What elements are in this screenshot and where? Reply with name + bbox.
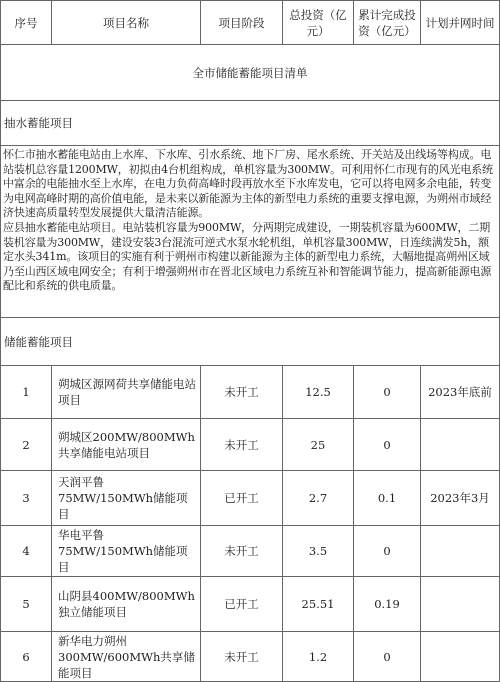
cell-grid-time	[421, 526, 500, 577]
cell-stage: 已开工	[201, 577, 283, 632]
header-stage: 项目阶段	[201, 1, 283, 45]
table-row	[1, 419, 500, 471]
cell-grid-time	[421, 419, 500, 471]
cell-name: 天润平鲁75MW/150MWh储能项目	[52, 471, 201, 526]
header-grid-time: 计划并网时间	[421, 1, 500, 45]
cell-no: 4	[1, 526, 52, 577]
table-title: 全市储能蓄能项目清单	[1, 45, 500, 101]
cell-grid-time	[421, 632, 500, 682]
cell-investment: 1.2	[283, 632, 354, 682]
cell-completed: 0	[354, 526, 421, 577]
cell-stage: 未开工	[201, 419, 283, 471]
cell-stage: 未开工	[201, 526, 283, 577]
pumped-description	[1, 146, 500, 318]
pumped-paragraph-2: 应县抽水蓄能电站项目。电站装机容量为900MW，分两期完成建设，一期装机容量为600MW，二期装机容量为300MW，建设安装3台混流可逆式水泵水轮机组，单机容量300MW，日连续满发5h，额定水头341m。该项目的实施有利于朔州市构建以新能源为主体的新型电力系统，大幅地提高朔州区域乃至山西区域电网安全；有利于增强朔州市在晋北区域电力系统互补和智能调节能力，提高新能源电源配比和系统的供电质量。	[3, 220, 492, 293]
cell-no: 2	[1, 419, 52, 471]
cell-completed: 0	[354, 419, 421, 471]
cell-grid-time	[421, 577, 500, 632]
header-investment: 总投资（亿元）	[283, 1, 354, 45]
cell-investment: 25	[283, 419, 354, 471]
pumped-paragraph-1: 怀仁市抽水蓄能电站由上水库、下水库、引水系统、地下厂房、尾水系统、开关站及出线场等构成。电站装机总容量1200MW，初拟由4台机组构成，单机容量为300MW。可利用怀仁市现有的风光电系统中富余的电能抽水至上水库，在电力负荷高峰时段再放水至下水库发电，它可以将电网多余电能，转变为电网高峰时期的高价值电能，是未来以新能源为主体的新型电力系统的重要支撑电源，为朔州市域经济快速高质量转型发展提供大量清洁能源。	[3, 148, 493, 220]
cell-no: 1	[1, 366, 52, 419]
cell-investment: 3.5	[283, 526, 354, 577]
cell-completed: 0.1	[354, 471, 421, 526]
cell-no: 5	[1, 577, 52, 632]
cell-name: 山阴县400MW/800MWh独立储能项目	[52, 577, 201, 632]
cell-no: 6	[1, 632, 52, 682]
table-row	[1, 526, 500, 577]
cell-completed: 0	[354, 366, 421, 419]
cell-stage: 已开工	[201, 471, 283, 526]
section-pumped-row	[1, 101, 500, 146]
cell-name: 新华电力朔州300MW/600MWh共享储能项目	[52, 632, 201, 682]
cell-investment: 25.51	[283, 577, 354, 632]
table-row	[1, 632, 500, 682]
table-row	[1, 366, 500, 419]
cell-stage: 未开工	[201, 366, 283, 419]
cell-completed: 0.19	[354, 577, 421, 632]
title-row	[1, 45, 500, 101]
cell-investment: 2.7	[283, 471, 354, 526]
table-row	[1, 577, 500, 632]
section-pumped-heading: 抽水蓄能项目	[1, 101, 500, 146]
header-no: 序号	[1, 1, 52, 45]
cell-grid-time: 2023年底前	[421, 366, 500, 419]
section-storage-heading: 储能蓄能项目	[1, 318, 500, 366]
cell-grid-time: 2023年3月	[421, 471, 500, 526]
header-name: 项目名称	[52, 1, 201, 45]
cell-investment: 12.5	[283, 366, 354, 419]
cell-stage: 未开工	[201, 632, 283, 682]
table-row	[1, 471, 500, 526]
cell-name: 华电平鲁75MW/150MWh储能项目	[52, 526, 201, 577]
cell-name: 朔城区源网荷共享储能电站项目	[52, 366, 201, 419]
cell-completed: 0	[354, 632, 421, 682]
cell-no: 3	[1, 471, 52, 526]
pumped-description-row	[1, 146, 500, 318]
header-completed: 累计完成投资（亿元）	[354, 1, 421, 45]
cell-name: 朔城区200MW/800MWh共享储能电站项目	[52, 419, 201, 471]
header-row	[1, 1, 500, 45]
section-storage-row	[1, 318, 500, 366]
